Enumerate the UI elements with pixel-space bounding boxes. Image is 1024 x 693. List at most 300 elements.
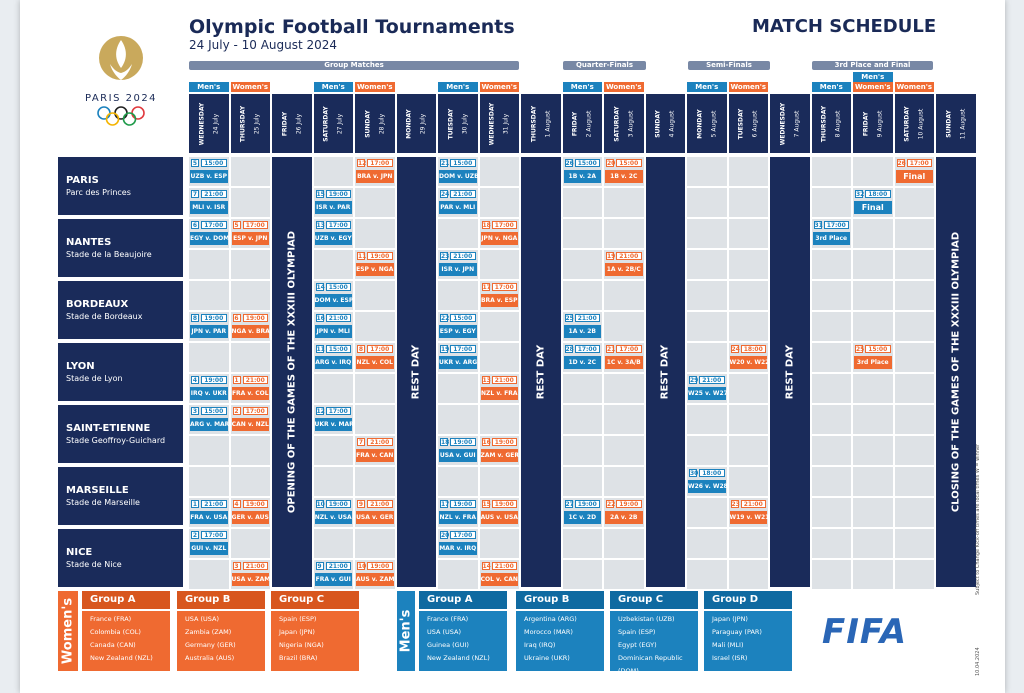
special-column-5 [936, 157, 976, 587]
match-number: 26 [565, 160, 574, 167]
kickoff-time: 21:00 [326, 314, 352, 322]
special-column-text: OPENING OF THE GAMES OF THE XXXIII OLYMPIAD [286, 230, 298, 514]
day-name: THURSDAY [820, 105, 828, 142]
kickoff-time: 21:00 [699, 376, 725, 384]
match-card-m-29 [688, 375, 726, 401]
grid-cell [895, 436, 935, 465]
day-name: FRIDAY [571, 111, 579, 136]
kickoff-time: 17:00 [326, 221, 352, 229]
day-label [572, 110, 593, 137]
kickoff-time: 19:00 [367, 562, 393, 570]
kickoff-time: 19:00 [326, 190, 352, 198]
match-teams: ZAM v. GER [481, 449, 519, 462]
grid-cell [895, 374, 935, 403]
day-name: WEDNESDAY [488, 102, 496, 145]
match-number: 23 [441, 253, 450, 260]
match-teams: AUS v. ZAM [356, 573, 394, 586]
match-number: 20 [607, 160, 616, 167]
group-teams [177, 611, 265, 671]
match-number: 12 [358, 160, 367, 167]
day-label [364, 110, 385, 138]
kickoff-time: 15:00 [450, 314, 476, 322]
kickoff-time: 15:00 [575, 159, 601, 167]
group-men-2 [610, 591, 698, 675]
kickoff-time: 17:00 [907, 159, 933, 167]
day-name: FRIDAY [281, 111, 289, 136]
group-men-3 [704, 591, 792, 671]
kickoff-time: 21:00 [367, 500, 393, 508]
day-date: 8 August [834, 110, 842, 137]
grid-cell [853, 529, 893, 558]
match-card-w-10 [356, 561, 394, 587]
match-number: 19 [607, 253, 616, 260]
grid-cell [895, 281, 935, 310]
tournament-dates: 24 July - 10 August 2024 [189, 38, 338, 52]
kickoff-time: 17:00 [243, 221, 269, 229]
grid-cell [563, 281, 603, 310]
day-name: SATURDAY [322, 105, 330, 142]
badge-women-col-13: Women's [730, 83, 767, 91]
grid-cell [729, 312, 769, 341]
match-teams: Final [896, 170, 934, 183]
grid-cell [563, 374, 603, 403]
grid-cell [729, 529, 769, 558]
match-card-w-16 [481, 437, 519, 463]
grid-cell [231, 188, 271, 217]
group-title: Group C [610, 591, 698, 609]
grid-cell [812, 405, 852, 434]
grid-cell [812, 374, 852, 403]
grid-cell [729, 374, 769, 403]
venue-stadium: Stade de Lyon [66, 374, 123, 383]
badge-women-col-16: Women's [854, 83, 891, 91]
grid-cell [687, 219, 727, 248]
match-teams: UKR v. ARG [439, 356, 477, 369]
day-header-15 [812, 94, 852, 153]
group-title: Group B [516, 591, 604, 609]
day-header-12 [687, 94, 727, 153]
special-column-text: REST DAY [784, 344, 796, 400]
match-teams: FRA v. CAN [356, 449, 394, 462]
group-teams [419, 611, 507, 671]
special-column-2 [521, 157, 561, 587]
match-number: 19 [441, 346, 450, 353]
grid-cell [480, 250, 520, 279]
grid-cell [687, 343, 727, 372]
special-column-3 [646, 157, 686, 587]
day-name: SUNDAY [654, 109, 662, 138]
badge-men-col-12: Men's [687, 82, 727, 92]
grid-cell [480, 405, 520, 434]
match-number: 23 [731, 501, 740, 508]
match-card-m-28 [564, 344, 602, 370]
grid-cell [231, 436, 271, 465]
kickoff-time: 15:00 [326, 283, 352, 291]
day-header-7 [480, 94, 520, 153]
match-teams: JPN v. PAR [190, 325, 228, 338]
match-card-w-6 [232, 313, 270, 339]
venue-4 [58, 405, 183, 463]
match-card-m-15 [315, 189, 353, 215]
group-women-0 [82, 591, 170, 671]
team-name: New Zealand (NZL) [90, 654, 153, 662]
day-date: 6 August [751, 110, 759, 137]
grid-cell [438, 281, 478, 310]
grid-cell [895, 312, 935, 341]
match-number: 10 [358, 563, 367, 570]
match-teams: 1C v. 3A/B [605, 356, 643, 369]
match-teams: ESP v. EGY [439, 325, 477, 338]
grid-cell [314, 467, 354, 496]
venue-city: BORDEAUX [66, 299, 129, 310]
day-name: THURSDAY [239, 105, 247, 142]
match-card-w-4 [232, 499, 270, 525]
day-label [530, 105, 551, 141]
match-number: 7 [358, 439, 364, 446]
grid-cell [231, 343, 271, 372]
kickoff-time: 17:00 [243, 407, 269, 415]
grid-cell [812, 188, 852, 217]
grid-cell [687, 498, 727, 527]
team-name: Israel (ISR) [712, 654, 748, 662]
grid-cell [355, 374, 395, 403]
grid-cell [604, 281, 644, 310]
venue-6 [58, 529, 183, 587]
grid-cell [895, 560, 935, 589]
match-card-w-9 [356, 499, 394, 525]
match-number: 4 [192, 377, 198, 384]
team-name: Zambia (ZAM) [185, 628, 232, 636]
day-label [406, 109, 427, 139]
team-name: France (FRA) [90, 615, 132, 623]
team-name: Japan (JPN) [712, 615, 748, 623]
grid-cell [438, 405, 478, 434]
match-number: 8 [358, 346, 364, 353]
match-card-m-7 [190, 189, 228, 215]
kickoff-time: 15:00 [326, 345, 352, 353]
match-card-w-3 [232, 561, 270, 587]
grid-cell [355, 467, 395, 496]
match-teams: 3rd Place [854, 356, 892, 369]
grid-cell [480, 467, 520, 496]
grid-cell [563, 436, 603, 465]
grid-cell [729, 436, 769, 465]
match-number: 3 [192, 408, 198, 415]
group-title: Group B [177, 591, 265, 609]
match-teams: NZL v. USA [315, 511, 353, 524]
match-teams: ISR v. JPN [439, 263, 477, 276]
grid-cell [895, 498, 935, 527]
match-number: 11 [358, 253, 367, 260]
group-teams [82, 611, 170, 671]
kickoff-time: 19:00 [243, 314, 269, 322]
match-teams: MAR v. IRQ [439, 542, 477, 555]
kickoff-time: 15:00 [865, 345, 891, 353]
day-name: MONDAY [405, 108, 413, 139]
match-number: 18 [482, 222, 491, 229]
match-card-w-26 [896, 158, 934, 184]
grid-cell [812, 467, 852, 496]
match-card-m-2 [190, 530, 228, 556]
kickoff-time: 21:00 [201, 190, 227, 198]
grid-cell [480, 529, 520, 558]
match-teams: UKR v. MAR [315, 418, 353, 431]
match-teams: JPN v. MLI [315, 325, 353, 338]
grid-cell [895, 188, 935, 217]
kickoff-time: 21:00 [243, 376, 269, 384]
day-label [323, 106, 344, 141]
match-teams: NZL v. FRA [439, 511, 477, 524]
match-number: 21 [607, 346, 616, 353]
kickoff-time: 19:00 [201, 376, 227, 384]
kickoff-time: 17:00 [450, 531, 476, 539]
kickoff-time: 19:00 [243, 500, 269, 508]
special-column-0 [272, 157, 312, 587]
team-name: Uzbekistan (UZB) [618, 615, 675, 623]
match-number: 14 [316, 284, 325, 291]
grid-cell [189, 250, 229, 279]
match-number: 15 [482, 501, 491, 508]
grid-cell [812, 560, 852, 589]
kickoff-time: 17:00 [575, 345, 601, 353]
match-card-w-5 [232, 220, 270, 246]
match-teams: 1B v. 2C [605, 170, 643, 183]
venue-city: LYON [66, 361, 95, 372]
match-number: 1 [234, 377, 239, 384]
match-card-m-22 [439, 313, 477, 339]
grid-cell [604, 374, 644, 403]
match-card-w-12 [356, 158, 394, 184]
day-header-6 [438, 94, 478, 153]
special-column-text: REST DAY [410, 344, 422, 400]
match-teams: DOM v. ESP [315, 294, 353, 307]
day-name: SUNDAY [364, 109, 372, 138]
kickoff-time: 19:00 [616, 500, 642, 508]
match-number: 22 [607, 501, 616, 508]
match-teams: IRQ v. UKR [190, 387, 228, 400]
mens-groups-tag: Men's [397, 591, 415, 671]
day-header-10 [604, 94, 644, 153]
grid-cell [687, 281, 727, 310]
match-teams: PAR v. MLI [439, 201, 477, 214]
kickoff-time: 21:00 [492, 562, 518, 570]
match-card-m-19 [439, 344, 477, 370]
team-name: USA (USA) [185, 615, 220, 623]
day-name: MONDAY [696, 108, 704, 139]
group-men-1 [516, 591, 604, 671]
match-number: 6 [192, 222, 198, 229]
kickoff-time: 21:00 [450, 252, 476, 260]
grid-cell [687, 312, 727, 341]
kickoff-time: 19:00 [492, 438, 518, 446]
grid-cell [687, 560, 727, 589]
special-column-text: REST DAY [535, 344, 547, 400]
match-number: 3 [234, 563, 239, 570]
grid-cell [729, 250, 769, 279]
match-card-w-17 [481, 282, 519, 308]
match-card-m-32 [854, 189, 892, 215]
match-card-w-14 [481, 561, 519, 587]
match-card-m-11 [315, 344, 353, 370]
match-teams: ESP v. JPN [232, 232, 270, 245]
day-date: 28 July [378, 113, 386, 134]
grid-cell [355, 405, 395, 434]
match-teams: FRA v. USA [190, 511, 228, 524]
grid-cell [231, 250, 271, 279]
match-card-w-1 [232, 375, 270, 401]
kickoff-time: 21:00 [741, 500, 767, 508]
grid-cell [853, 312, 893, 341]
grid-cell [853, 219, 893, 248]
grid-cell [729, 219, 769, 248]
grid-cell [563, 219, 603, 248]
footer-notes: Subject to Change Kick-off times are local times W = winner [975, 443, 981, 595]
match-card-w-11 [356, 251, 394, 277]
match-number: 13 [482, 377, 491, 384]
match-card-w-22 [605, 499, 643, 525]
team-name: Spain (ESP) [618, 628, 656, 636]
match-number: 2 [192, 532, 198, 539]
match-card-m-30 [688, 468, 726, 494]
kickoff-time: 15:00 [201, 407, 227, 415]
badge-men-col-3: Men's [314, 82, 354, 92]
team-name: Argentina (ARG) [524, 615, 577, 623]
day-date: 5 August [710, 110, 718, 137]
match-teams: EGY v. DOM [190, 232, 228, 245]
day-date: 4 August [668, 110, 676, 137]
venue-5 [58, 467, 183, 525]
grid-cell [231, 281, 271, 310]
match-number: 13 [316, 222, 325, 229]
badge-men-col-6: Men's [438, 82, 478, 92]
match-number: 14 [482, 563, 491, 570]
match-teams: 1D v. 2C [564, 356, 602, 369]
grid-cell [563, 467, 603, 496]
match-card-w-24 [730, 344, 768, 370]
match-teams: GUI v. NZL [190, 542, 228, 555]
grid-cell [729, 157, 769, 186]
grid-cell [231, 157, 271, 186]
match-card-m-31 [813, 220, 851, 246]
stage-0: Group Matches [189, 61, 519, 70]
grid-cell [729, 467, 769, 496]
grid-cell [812, 498, 852, 527]
schedule-heading: MATCH SCHEDULE [752, 16, 937, 37]
kickoff-time: 21:00 [367, 438, 393, 446]
day-name: FRIDAY [862, 111, 870, 136]
match-card-m-3 [190, 406, 228, 432]
day-header-5 [397, 94, 437, 153]
kickoff-time: 15:00 [450, 159, 476, 167]
grid-cell [895, 250, 935, 279]
group-teams [271, 611, 359, 671]
match-number: 27 [565, 501, 574, 508]
match-card-w-19 [605, 251, 643, 277]
grid-cell [604, 219, 644, 248]
kickoff-time: 19:00 [201, 314, 227, 322]
match-number: 17 [482, 284, 491, 291]
kickoff-time: 19:00 [450, 500, 476, 508]
grid-cell [853, 250, 893, 279]
grid-cell [189, 343, 229, 372]
grid-cell [355, 312, 395, 341]
kickoff-time: 21:00 [243, 562, 269, 570]
day-date: 10 August [917, 108, 925, 139]
kickoff-time: 17:00 [367, 345, 393, 353]
grid-cell [480, 157, 520, 186]
day-label [281, 111, 302, 135]
kickoff-time: 21:00 [492, 376, 518, 384]
day-date: 1 August [544, 110, 552, 137]
match-card-m-18 [439, 437, 477, 463]
kickoff-time: 15:00 [616, 159, 642, 167]
grid-cell [687, 250, 727, 279]
grid-cell [314, 250, 354, 279]
day-name: TUESDAY [447, 108, 455, 139]
kickoff-time: 17:00 [201, 531, 227, 539]
team-name: Dominican Republic (DOM) [618, 654, 683, 675]
day-header-11 [646, 94, 686, 153]
venue-stadium: Stade Geoffroy-Guichard [66, 436, 166, 445]
match-number: 1 [192, 501, 198, 508]
kickoff-time: 17:00 [326, 407, 352, 415]
group-title: Group A [82, 591, 170, 609]
match-card-m-10 [315, 499, 353, 525]
match-number: 20 [441, 532, 450, 539]
day-header-14 [770, 94, 810, 153]
grid-cell [687, 405, 727, 434]
badge-women-col-7: Women's [481, 83, 518, 91]
match-teams: UZB v. EGY [315, 232, 353, 245]
match-number: 30 [690, 470, 699, 477]
match-card-m-26 [564, 158, 602, 184]
match-teams: MLI v. ISR [190, 201, 228, 214]
special-column-1 [397, 157, 437, 587]
day-header-17 [895, 94, 935, 153]
day-header-8 [521, 94, 561, 153]
venue-city: NICE [66, 547, 93, 558]
group-women-1 [177, 591, 265, 671]
grid-cell [687, 436, 727, 465]
team-name: Colombia (COL) [90, 628, 141, 636]
match-card-m-6 [190, 220, 228, 246]
kickoff-time: 15:00 [201, 159, 227, 167]
grid-cell [231, 467, 271, 496]
match-card-m-27 [564, 499, 602, 525]
match-teams: W20 v. W22 [730, 356, 768, 369]
day-date: 26 July [295, 113, 303, 134]
match-card-w-15 [481, 499, 519, 525]
match-number: 12 [316, 408, 325, 415]
group-teams [610, 611, 698, 675]
team-name: Mali (MLI) [712, 641, 744, 649]
grid-cell [853, 405, 893, 434]
match-teams: FRA v. GUI [315, 573, 353, 586]
match-card-m-1 [190, 499, 228, 525]
grid-cell [231, 529, 271, 558]
day-header-3 [314, 94, 354, 153]
venue-city: MARSEILLE [66, 485, 129, 496]
match-card-m-23 [439, 251, 477, 277]
match-number: 9 [317, 563, 322, 570]
day-label [613, 106, 634, 141]
grid-cell [480, 343, 520, 372]
group-teams [516, 611, 604, 671]
venue-stadium: Parc des Princes [66, 188, 131, 197]
match-teams: ARG v. MAR [190, 418, 228, 431]
grid-cell [563, 405, 603, 434]
match-teams: NZL v. FRA [481, 387, 519, 400]
